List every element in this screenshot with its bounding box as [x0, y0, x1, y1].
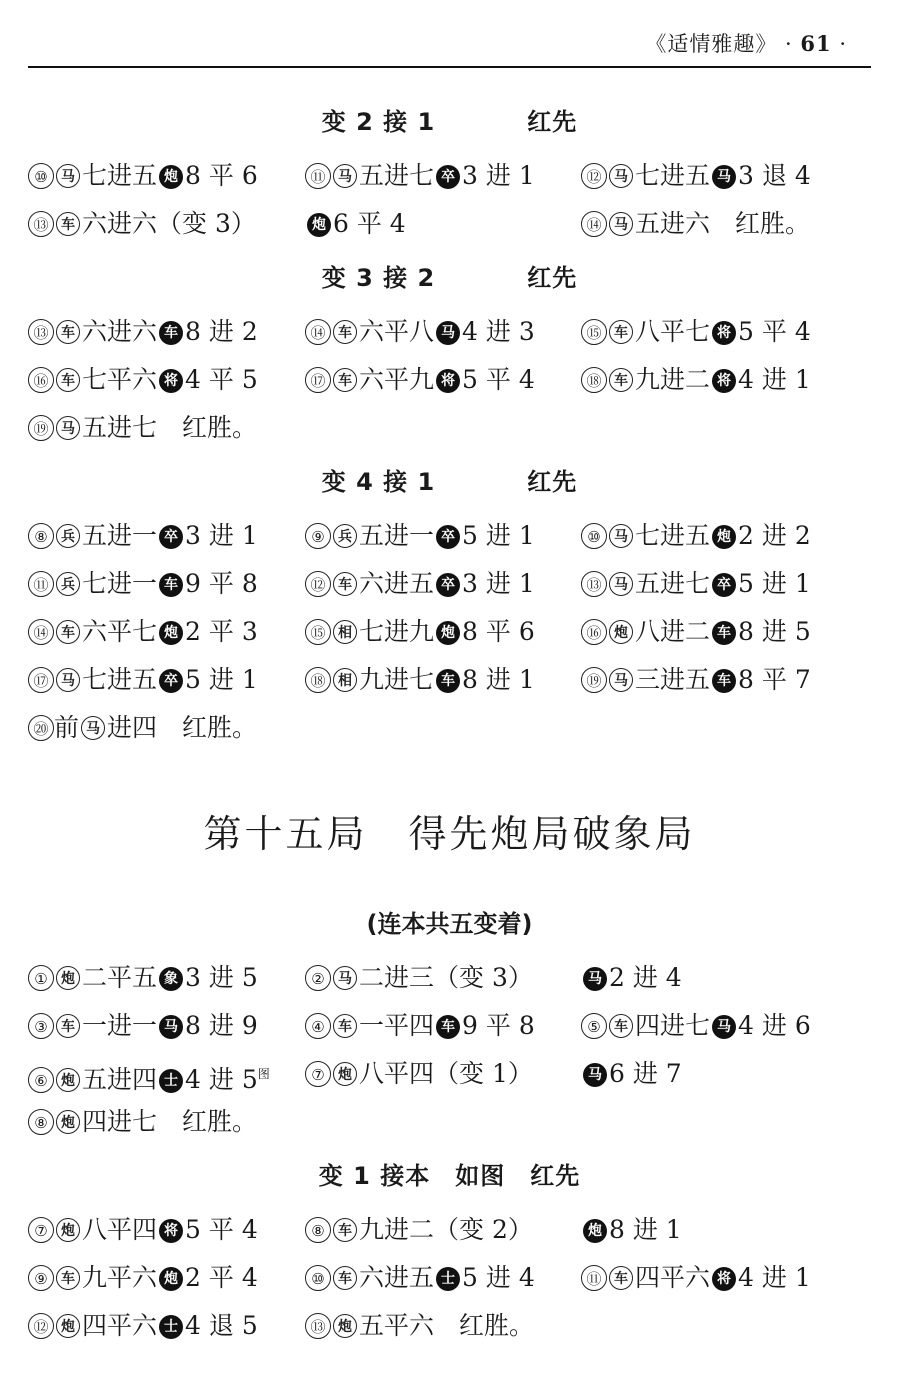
move-row — [28, 1302, 871, 1350]
variation-heading: 变 1 接本 如图 红先 — [318, 1162, 581, 1190]
move: ⑫ 车 六进五 卒 3 进 1 — [305, 560, 535, 608]
move: 炮 6 平 4 — [305, 200, 406, 248]
move: ⑧ 兵 五进一 卒 3 进 1 — [28, 512, 258, 560]
figure-note: 图 — [257, 1067, 270, 1081]
move-row — [28, 1254, 871, 1302]
move-row — [28, 152, 871, 200]
move: ⑩ 马 七进五 炮 2 进 2 — [581, 512, 811, 560]
move: ⑭ 车 六平八 马 4 进 3 — [305, 308, 535, 356]
move-row — [28, 404, 871, 452]
dot-left: · — [785, 32, 793, 56]
move-row — [28, 200, 871, 248]
move: ⑩ 车 六进五 士 5 进 4 — [305, 1254, 535, 1302]
move: ⑪ 马 五进七 卒 3 进 1 — [305, 152, 535, 200]
move: ⑱ 车 九进二 将 4 进 1 — [581, 356, 811, 404]
move: ③ 车 一进一 马 8 进 9 — [28, 1002, 258, 1050]
move: ⑬ 炮 五平六 红胜。 — [305, 1302, 534, 1350]
move: ⑤ 车 四进七 马 4 进 6 — [581, 1002, 811, 1050]
move: ⑲ 马 三进五 车 8 平 7 — [581, 656, 811, 704]
move-row — [28, 308, 871, 356]
move: ⑱ 相 九进七 车 8 进 1 — [305, 656, 535, 704]
move: ⑧ 炮 四进七 红胜。 — [28, 1098, 257, 1146]
book-title: 《适情雅趣》 — [645, 32, 778, 56]
move: ⑳ 前 马 进四 红胜。 — [28, 704, 257, 752]
running-header — [28, 22, 871, 68]
move: 马 2 进 4 — [581, 954, 682, 1002]
move: 马 6 进 7 — [581, 1050, 682, 1098]
move-row — [28, 512, 871, 560]
move: ⑫ 马 七进五 马 3 退 4 — [581, 152, 811, 200]
chapter-title: 第十五局 得先炮局破象局 — [203, 812, 696, 856]
variation-heading: 变 2 接 1 红先 — [321, 108, 578, 136]
move-row — [28, 560, 871, 608]
move: ⑧ 车 九进二（变 2） — [305, 1206, 533, 1254]
move-row — [28, 1098, 871, 1146]
move: ① 炮 二平五 象 3 进 5 — [28, 954, 258, 1002]
move-row — [28, 954, 871, 1002]
move-row — [28, 1206, 871, 1254]
move: ⑲ 马 五进七 红胜。 — [28, 404, 257, 452]
move-row — [28, 656, 871, 704]
move: ⑰ 车 六平九 将 5 平 4 — [305, 356, 535, 404]
move: ⑦ 炮 八平四 将 5 平 4 — [28, 1206, 258, 1254]
move: ⑪ 车 四平六 将 4 进 1 — [581, 1254, 811, 1302]
move: ⑭ 车 六平七 炮 2 平 3 — [28, 608, 258, 656]
move: ⑯ 炮 八进二 车 8 进 5 — [581, 608, 811, 656]
move: ② 马 二进三（变 3） — [305, 954, 533, 1002]
chapter-subtitle: (连本共五变着) — [366, 910, 533, 938]
variation-heading: 变 4 接 1 红先 — [321, 468, 578, 496]
move-row — [28, 704, 871, 752]
move: ④ 车 一平四 车 9 平 8 — [305, 1002, 535, 1050]
move-row — [28, 1050, 871, 1098]
dot-right: · — [839, 32, 847, 56]
move: ⑬ 马 五进七 卒 5 进 1 — [581, 560, 811, 608]
page-body — [28, 98, 871, 1350]
move: ⑥ 炮 五进四 士 4 进 $5^图$ — [28, 1050, 270, 1104]
running-head-text — [645, 28, 847, 58]
move: ⑮ 相 七进九 炮 8 平 6 — [305, 608, 535, 656]
move: ⑯ 车 七平六 将 4 平 5 — [28, 356, 258, 404]
move: ⑪ 兵 七进一 车 9 平 8 — [28, 560, 258, 608]
move: ⑬ 车 六进六 车 8 进 2 — [28, 308, 258, 356]
variation-heading: 变 3 接 2 红先 — [321, 264, 578, 292]
move: ⑮ 车 八平七 将 5 平 4 — [581, 308, 811, 356]
move-row — [28, 608, 871, 656]
move-row — [28, 356, 871, 404]
move: ⑨ 车 九平六 炮 2 平 4 — [28, 1254, 258, 1302]
page-number: 61 — [800, 31, 832, 56]
move: ⑩ 马 七进五 炮 8 平 6 — [28, 152, 258, 200]
move: ⑰ 马 七进五 卒 5 进 1 — [28, 656, 258, 704]
move: ⑭ 马 五进六 红胜。 — [581, 200, 810, 248]
move: ⑬ 车 六进六（变 3） — [28, 200, 256, 248]
move: ⑫ 炮 四平六 士 4 退 5 — [28, 1302, 258, 1350]
move: ⑨ 兵 五进一 卒 5 进 1 — [305, 512, 535, 560]
move: 炮 8 进 1 — [581, 1206, 682, 1254]
move-row — [28, 1002, 871, 1050]
move: ⑦ 炮 八平四（变 1） — [305, 1050, 533, 1098]
